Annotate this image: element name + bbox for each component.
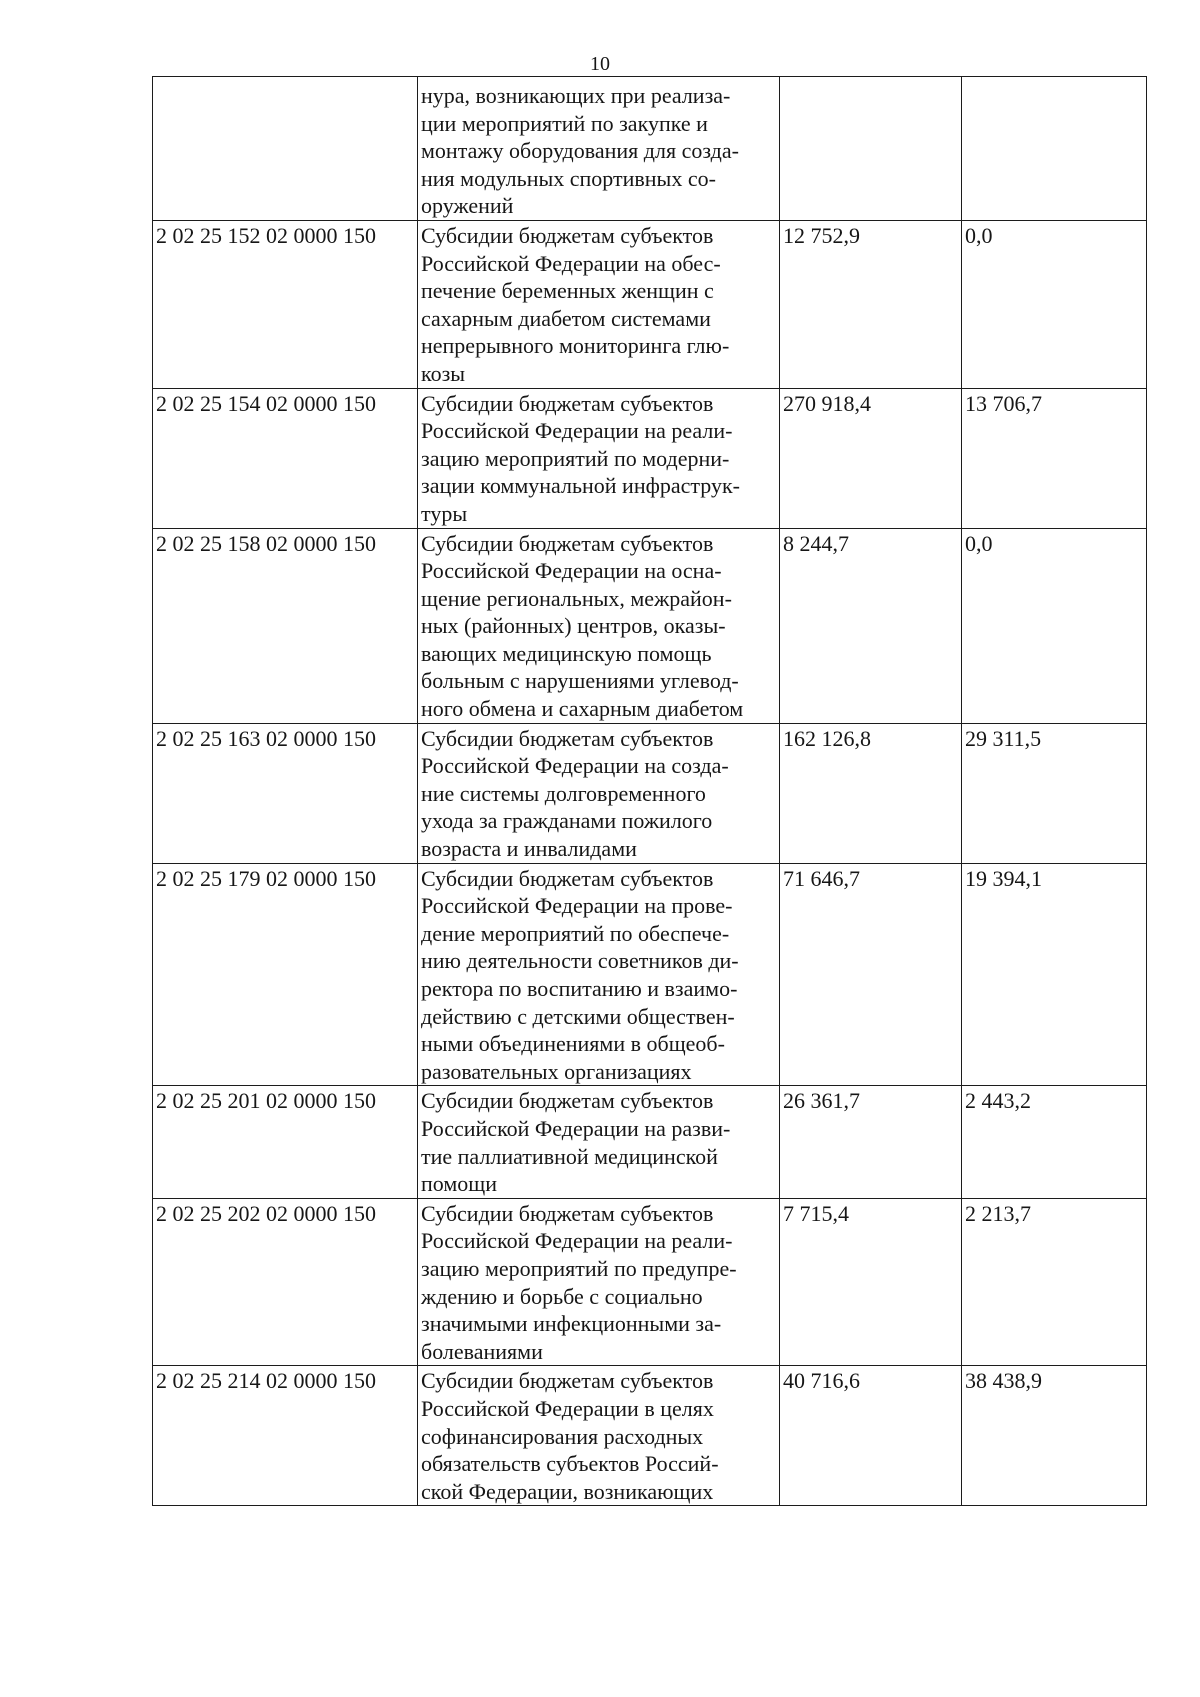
description-cell: Субсидии бюджетам субъектов Российской Федерации в целях софинансирования расходных обязательств субъектов Россий- ской Федерации, возникающих [418,1366,780,1506]
amount-cell: 162 126,8 [780,723,962,863]
amount-cell: 19 394,1 [962,863,1147,1086]
description-cell: Субсидии бюджетам субъектов Российской Федерации на созда- ние системы долговременного ухода за гражданами пожилого возраста и инвалидами [418,723,780,863]
table-row [153,388,1147,528]
budget-code-cell: 2 02 25 154 02 0000 150 [153,388,418,528]
amount-cell: 0,0 [962,220,1147,388]
table-row [153,528,1147,723]
table-row [153,1198,1147,1366]
description-cell: Субсидии бюджетам субъектов Российской Федерации на разви- тие паллиативной медицинской помощи [418,1086,780,1198]
budget-code-cell: 2 02 25 163 02 0000 150 [153,723,418,863]
description-cell: Субсидии бюджетам субъектов Российской Федерации на прове- дение мероприятий по обеспече- нию деятельности советников ди- ректора по воспитанию и взаимо- действию с детскими обществен- ными объединениями в общеоб- разовательных организациях [418,863,780,1086]
description-cell: нура, возникающих при реализа- ции мероприятий по закупке и монтажу оборудования для созда- ния модульных спортивных со- оружений [418,77,780,221]
table-row [153,1086,1147,1198]
budget-revenue-table [152,76,1147,1506]
page-number: 10 [590,53,610,75]
amount-cell: 40 716,6 [780,1366,962,1506]
table-row [153,77,1147,221]
table-row [153,863,1147,1086]
budget-code-cell: 2 02 25 201 02 0000 150 [153,1086,418,1198]
description-cell: Субсидии бюджетам субъектов Российской Федерации на осна- щение региональных, межрайон- ных (районных) центров, оказы- вающих медицинскую помощь больным с нарушениями углевод- ного обмена и сахарным диабетом [418,528,780,723]
budget-code-cell: 2 02 25 158 02 0000 150 [153,528,418,723]
amount-cell: 270 918,4 [780,388,962,528]
amount-cell: 38 438,9 [962,1366,1147,1506]
amount-cell: 29 311,5 [962,723,1147,863]
description-cell: Субсидии бюджетам субъектов Российской Федерации на реали- зацию мероприятий по модерни- зации коммунальной инфраструк- туры [418,388,780,528]
amount-cell: 8 244,7 [780,528,962,723]
amount-cell: 12 752,9 [780,220,962,388]
description-cell: Субсидии бюджетам субъектов Российской Федерации на обес- печение беременных женщин с сахарным диабетом системами непрерывного мониторинга глю- козы [418,220,780,388]
amount-cell: 2 213,7 [962,1198,1147,1366]
budget-code-cell: 2 02 25 152 02 0000 150 [153,220,418,388]
budget-code-cell: 2 02 25 202 02 0000 150 [153,1198,418,1366]
amount-cell: 13 706,7 [962,388,1147,528]
budget-code-cell: 2 02 25 214 02 0000 150 [153,1366,418,1506]
amount-cell: 71 646,7 [780,863,962,1086]
amount-cell: 0,0 [962,528,1147,723]
table-row [153,1366,1147,1506]
amount-cell [780,77,962,221]
amount-cell [962,77,1147,221]
amount-cell: 26 361,7 [780,1086,962,1198]
budget-code-cell [153,77,418,221]
amount-cell: 2 443,2 [962,1086,1147,1198]
table-row [153,723,1147,863]
budget-code-cell: 2 02 25 179 02 0000 150 [153,863,418,1086]
description-cell: Субсидии бюджетам субъектов Российской Федерации на реали- зацию мероприятий по предупре- ждению и борьбе с социально значимыми инфекционными за- болеваниями [418,1198,780,1366]
amount-cell: 7 715,4 [780,1198,962,1366]
table-row [153,220,1147,388]
